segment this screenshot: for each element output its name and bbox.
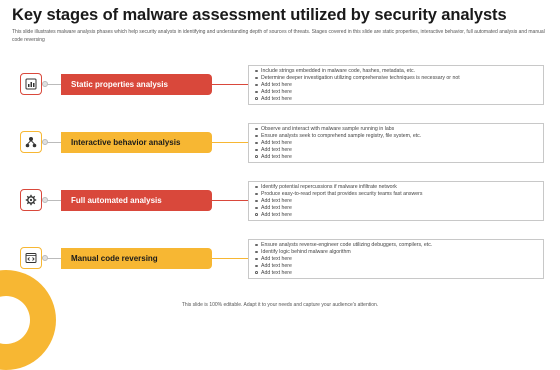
list-item: Add text here: [255, 154, 537, 161]
stage-manual-code-reversing: [0, 239, 560, 281]
list-item: Add text here: [255, 263, 537, 270]
list-item: Add text here: [255, 147, 537, 154]
list-item: Add text here: [255, 198, 537, 205]
stage-label: Static properties analysis: [61, 74, 212, 95]
list-item: Add text here: [255, 89, 537, 96]
connector-line: [212, 84, 248, 85]
stage-description: [248, 239, 544, 279]
list-item: Determine deeper investigation utilizing comprehensive techniques is necessary or not: [255, 75, 537, 82]
document-chart-icon: [25, 78, 37, 90]
connector-line: [212, 142, 248, 143]
list-item: Add text here: [255, 205, 537, 212]
footer-note: This slide is 100% editable. Adapt it to your needs and capture your audience's attention.: [181, 302, 379, 308]
code-window-icon: [25, 252, 37, 264]
stage-description: [248, 181, 544, 221]
list-item: Identify logic behind malware algorithm: [255, 249, 537, 256]
stage-icon-box: [20, 247, 42, 269]
page-subtitle: This slide illustrates malware analysis phases which help security analysts in identifying and understanding depth of sources of threats. Stages covered in this slide are static properties, interactive behavior, full automated analysis and manual code reversing: [12, 29, 545, 43]
network-icon: [25, 136, 37, 148]
list-item: Identify potential repercussions if malware infiltrate network: [255, 184, 537, 191]
stage-icon-box: [20, 131, 42, 153]
list-item: Add text here: [255, 140, 537, 147]
stage-icon-box: [20, 73, 42, 95]
list-item: Add text here: [255, 82, 537, 89]
list-item: Add text here: [255, 270, 537, 277]
stage-static-properties: [0, 65, 560, 107]
list-item: Add text here: [255, 256, 537, 263]
stage-full-automated: [0, 181, 560, 223]
stage-interactive-behavior: [0, 123, 560, 165]
connector-line: [47, 200, 61, 201]
gear-icon: [25, 194, 37, 206]
list-item: Ensure analysts seek to comprehend sample registry, file system, etc.: [255, 133, 537, 140]
stage-description: [248, 123, 544, 163]
list-item: Add text here: [255, 96, 537, 103]
connector-line: [47, 258, 61, 259]
stage-description: [248, 65, 544, 105]
list-item: Include strings embedded in malware code, hashes, metadata, etc.: [255, 68, 537, 75]
list-item: Add text here: [255, 212, 537, 219]
list-item: Ensure analysts reverse-engineer code utilizing debuggers, compilers, etc.: [255, 242, 537, 249]
list-item: Observe and interact with malware sample running in labs: [255, 126, 537, 133]
stage-label: Interactive behavior analysis: [61, 132, 212, 153]
decorative-circle: [0, 270, 56, 370]
stage-icon-box: [20, 189, 42, 211]
page-title: Key stages of malware assessment utilized by security analysts: [12, 6, 507, 24]
stage-label: Full automated analysis: [61, 190, 212, 211]
connector-line: [212, 200, 248, 201]
connector-line: [212, 258, 248, 259]
list-item: Produce easy-to-read report that provides security teams fast answers: [255, 191, 537, 198]
connector-line: [47, 84, 61, 85]
connector-line: [47, 142, 61, 143]
stage-label: Manual code reversing: [61, 248, 212, 269]
